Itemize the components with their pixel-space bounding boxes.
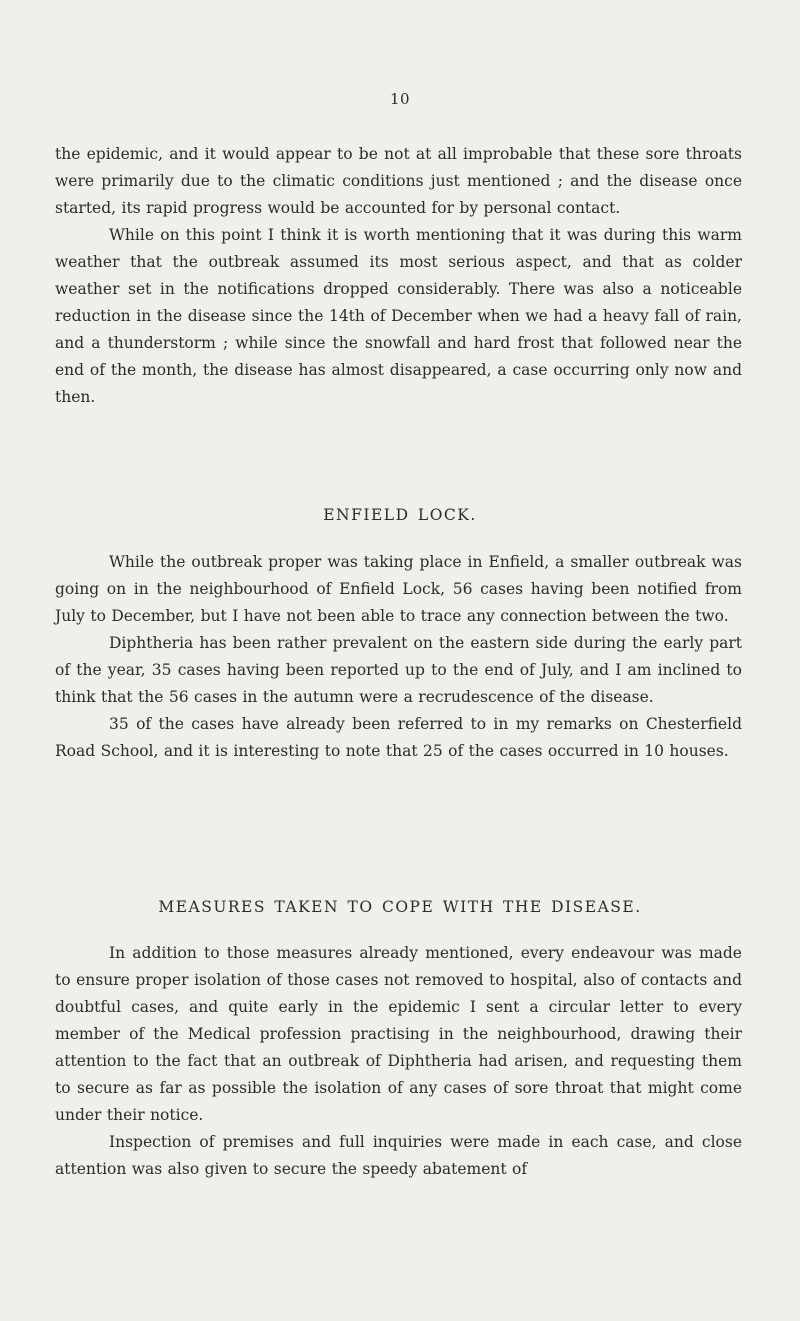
paragraph: In addition to those measures already mentioned, every endeavour was made to ensure proper isolation of those cases not removed to hospital, also of contacts and doubtful cases, and quite early in the epidemic I sent a circular letter to every member of the Medical profession practising in the neighbourhood, drawing their attention to the fact that an outbreak of Diphtheria had arisen, and requesting them to secure as far as possible the isolation of any cases of sore throat that might come under their notice.	[55, 944, 742, 1124]
measures-text	[55, 940, 742, 1183]
intro-text	[55, 141, 742, 411]
enfield-lock-text	[55, 549, 742, 765]
paragraph: While on this point I think it is worth mentioning that it was during this warm weather that the outbreak assumed its most serious aspect, and that as colder weather set in the notifications dropped considerably. There was also a noticeable reduction in the disease since the 14th of December when we had a heavy fall of rain, and a thunderstorm ; while since the snowfall and hard frost that followed near the end of the month, the disease has almost disappeared, a case occurring only now and then.	[55, 226, 742, 406]
page-number: 10	[389, 90, 411, 108]
paragraph: 35 of the cases have already been referred to in my remarks on Chesterfield Road School, and it is interesting to note that 25 of the cases occurred in 10 houses.	[55, 715, 742, 760]
section-heading-measures: MEASURES TAKEN TO COPE WITH THE DISEASE.	[158, 898, 642, 916]
paragraph: Diphtheria has been rather prevalent on the eastern side during the early part of the year, 35 cases having been reported up to the end of July, and I am inclined to think that the 56 cases in the autumn were a recrudescence of the disease.	[55, 634, 742, 706]
paragraph: the epidemic, and it would appear to be not at all improbable that these sore throats were primarily due to the climatic conditions just mentioned ; and the disease once started, its rapid progress would be accounted for by personal contact.	[55, 145, 742, 217]
paragraph: Inspection of premises and full inquiries were made in each case, and close attention was also given to secure the speedy abatement of	[55, 1133, 742, 1178]
section-heading-enfield-lock: ENFIELD LOCK.	[323, 506, 477, 524]
paragraph: While the outbreak proper was taking place in Enfield, a smaller outbreak was going on in the neighbourhood of Enfield Lock, 56 cases having been notified from July to December, but I have not been able to trace any connection between the two.	[55, 553, 742, 625]
